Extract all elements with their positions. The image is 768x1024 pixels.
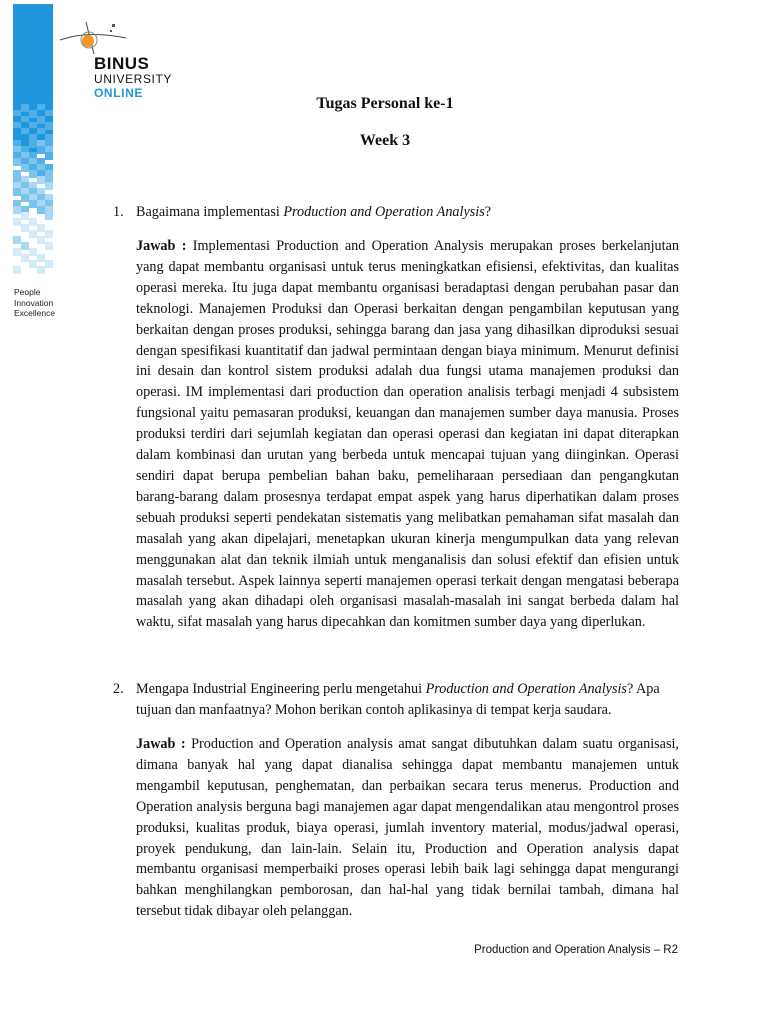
side-bar-pixel bbox=[21, 224, 29, 232]
side-bar-pixel bbox=[21, 254, 29, 262]
side-bar-pixel bbox=[29, 218, 37, 226]
tagline-line: People bbox=[14, 287, 41, 297]
side-bar-pixel bbox=[21, 164, 29, 172]
side-bar-pixel bbox=[45, 182, 53, 190]
side-bar-pixel bbox=[37, 266, 45, 274]
answer-text: Production and Operation analysis amat sangat dibutuhkan dalam suatu organisasi, dimana banyak hal yang dapat dianalisa sehingga dapat membantu manajemen untuk mengambil keputusan, penghematan, dan perbaikan secara terus menerus. Production and Operation analysis berguna bagi manajemen agar dapat mengendalikan atau mengontrol proses produksi, kualitas produk, biaya operasi, jumlah inventory material, modus/jadwal operasi, proyek pendukung, dan lain-lain. Selain itu, Production and Operation analysis dapat membantu organisasi memperbaiki proses operasi lebih baik lagi sehingga dapat mengurangi bahkan menghilangkan pemborosan, dan hal-hal yang tidak bernilai tambah, dimana hal tersebut tidak dibayar oleh pelanggan. bbox=[136, 736, 679, 920]
question-italic: Production and Operation Analysis bbox=[425, 681, 627, 697]
side-bar-pixel bbox=[29, 200, 37, 208]
side-bar-pixel bbox=[13, 236, 21, 244]
side-bar-pixel bbox=[13, 158, 21, 166]
answer-label: Jawab : bbox=[136, 238, 187, 254]
side-bar-pixel bbox=[29, 110, 37, 118]
side-bar-pixel bbox=[37, 236, 45, 244]
side-bar-pixel bbox=[29, 248, 37, 256]
side-bar-pixel bbox=[37, 116, 45, 124]
side-bar-pixel bbox=[13, 218, 21, 226]
side-bar-pixel bbox=[37, 176, 45, 184]
side-bar-pixel bbox=[21, 104, 29, 112]
question-suffix: ? bbox=[484, 204, 492, 220]
logo-wordmark bbox=[94, 55, 172, 100]
question-number: 1. bbox=[113, 204, 124, 220]
logo-line-online: ONLINE bbox=[94, 86, 143, 100]
question-italic: Production and Operation Analysis bbox=[283, 204, 485, 220]
side-bar-pixel bbox=[13, 248, 21, 256]
answer-2 bbox=[136, 734, 679, 922]
side-bar-pixel bbox=[21, 212, 29, 220]
side-bar-pixel bbox=[37, 224, 45, 232]
question-suffix: ? Apa tujuan dan manfaatnya? Mohon berikan contoh aplikasinya di tempat kerja saudara. bbox=[136, 681, 660, 718]
side-bar-pixel bbox=[37, 146, 45, 154]
question-text bbox=[136, 679, 679, 721]
side-bar-pixel bbox=[21, 134, 29, 142]
side-bar-pixel bbox=[29, 230, 37, 238]
side-bar-pixel bbox=[29, 260, 37, 268]
side-bar-pixel bbox=[13, 266, 21, 274]
side-bar-pixel bbox=[45, 122, 53, 130]
question-1 bbox=[113, 202, 679, 223]
side-bar-pixel bbox=[45, 230, 53, 238]
side-bar-pixel bbox=[13, 206, 21, 214]
question-2 bbox=[113, 679, 679, 721]
answer-1 bbox=[136, 236, 679, 633]
side-bar-pixel bbox=[13, 128, 21, 136]
question-prefix: Mengapa Industrial Engineering perlu mengetahui bbox=[136, 681, 426, 697]
page-footer: Production and Operation Analysis – R2 bbox=[474, 944, 678, 956]
document-week: Week 3 bbox=[359, 132, 411, 149]
logo-line-binus: BINUS bbox=[94, 54, 150, 73]
logo-mark-icon bbox=[58, 18, 128, 58]
side-bar-pixel bbox=[29, 170, 37, 178]
tagline-line: Excellence bbox=[14, 308, 56, 318]
logo-line-university: UNIVERSITY bbox=[94, 72, 173, 86]
question-prefix: Bagaimana implementasi bbox=[136, 204, 284, 220]
answer-label: Jawab : bbox=[136, 736, 186, 752]
document-title: Tugas Personal ke-1 bbox=[316, 95, 454, 112]
side-bar-pixel bbox=[37, 254, 45, 262]
side-bar-pixel bbox=[29, 140, 37, 148]
side-bar-pixel bbox=[45, 260, 53, 268]
answer-text: Implementasi Production and Operation Analysis merupakan proses berkelanjutan yang dapat membantu organisasi untuk terus meningkatkan efisiensi, efektivitas, dan kualitas operasi mereka. Itu juga dapat membantu organisasi beradaptasi dengan perubahan pasar dan teknologi. Manajemen Produksi dan Operasi berkaitan dengan pengambilan keputusan yang berkaitan dengan proses produksi, sehingga barang dan jasa yang dihasilkan diproduksi sesuai dengan spesifikasi kuantitatif dan jadwal permintaan dengan biaya minimum. Menurut definisi ini desain dan kontrol sistem produksi adalah dua fungsi utama manajemen produksi dan operasi. IM implementasi dari production dan operation analisis terbagi menjadi 4 subsistem fungsional yaitu pemasaran produksi, keuangan dan manajemen sumber daya manusia. Proses produksi terdiri dari sejumlah kegiatan dan operasi operasi dan kegiatan ini dapat diterapkan dalam kombinasi dan urutan yang berbeda untuk mencapai tujuan yang diinginkan. Operasi sendiri dapat berupa pembelian bahan baku, pemeliharaan persediaan dan pengangkutan barang-barang dalam prosesnya terdapat empat aspek yang harus diperhatikan dalam proses sebuah produksi seperti pendekatan sistematis yang melibatkan pemahaman sifat masalah dan masalah yang akan dipelajari, menetapkan ukuran kinerja mengumpulkan data yang relevan menggunakan alat dan teknik ilmiah untuk menganalisis dan solusi efektif dan efisien untuk masalah tersebut. Aspek lainnya seperti manajemen operasi terkait dengan mengatasi beberapa masalah yang akan dihadapi oleh organisasi masalah-masalah ini sangat berbeda dalam hal waktu, sifat masalah yang harus dipecahkan dan komitmen sumber daya yang diperlukan. bbox=[136, 238, 679, 631]
side-bar-pixel bbox=[45, 242, 53, 250]
side-bar-pixel bbox=[21, 194, 29, 202]
binus-logo bbox=[58, 18, 188, 104]
question-text bbox=[136, 202, 679, 223]
side-bar-pixel bbox=[13, 188, 21, 196]
decorative-side-bar bbox=[13, 4, 53, 274]
side-bar-pixel bbox=[45, 152, 53, 160]
side-bar-pixel bbox=[37, 206, 45, 214]
question-number: 2. bbox=[113, 681, 124, 697]
side-bar-pixel bbox=[21, 242, 29, 250]
tagline-line: Innovation bbox=[14, 297, 54, 308]
side-bar-pixel bbox=[45, 212, 53, 220]
brand-tagline bbox=[14, 287, 84, 319]
